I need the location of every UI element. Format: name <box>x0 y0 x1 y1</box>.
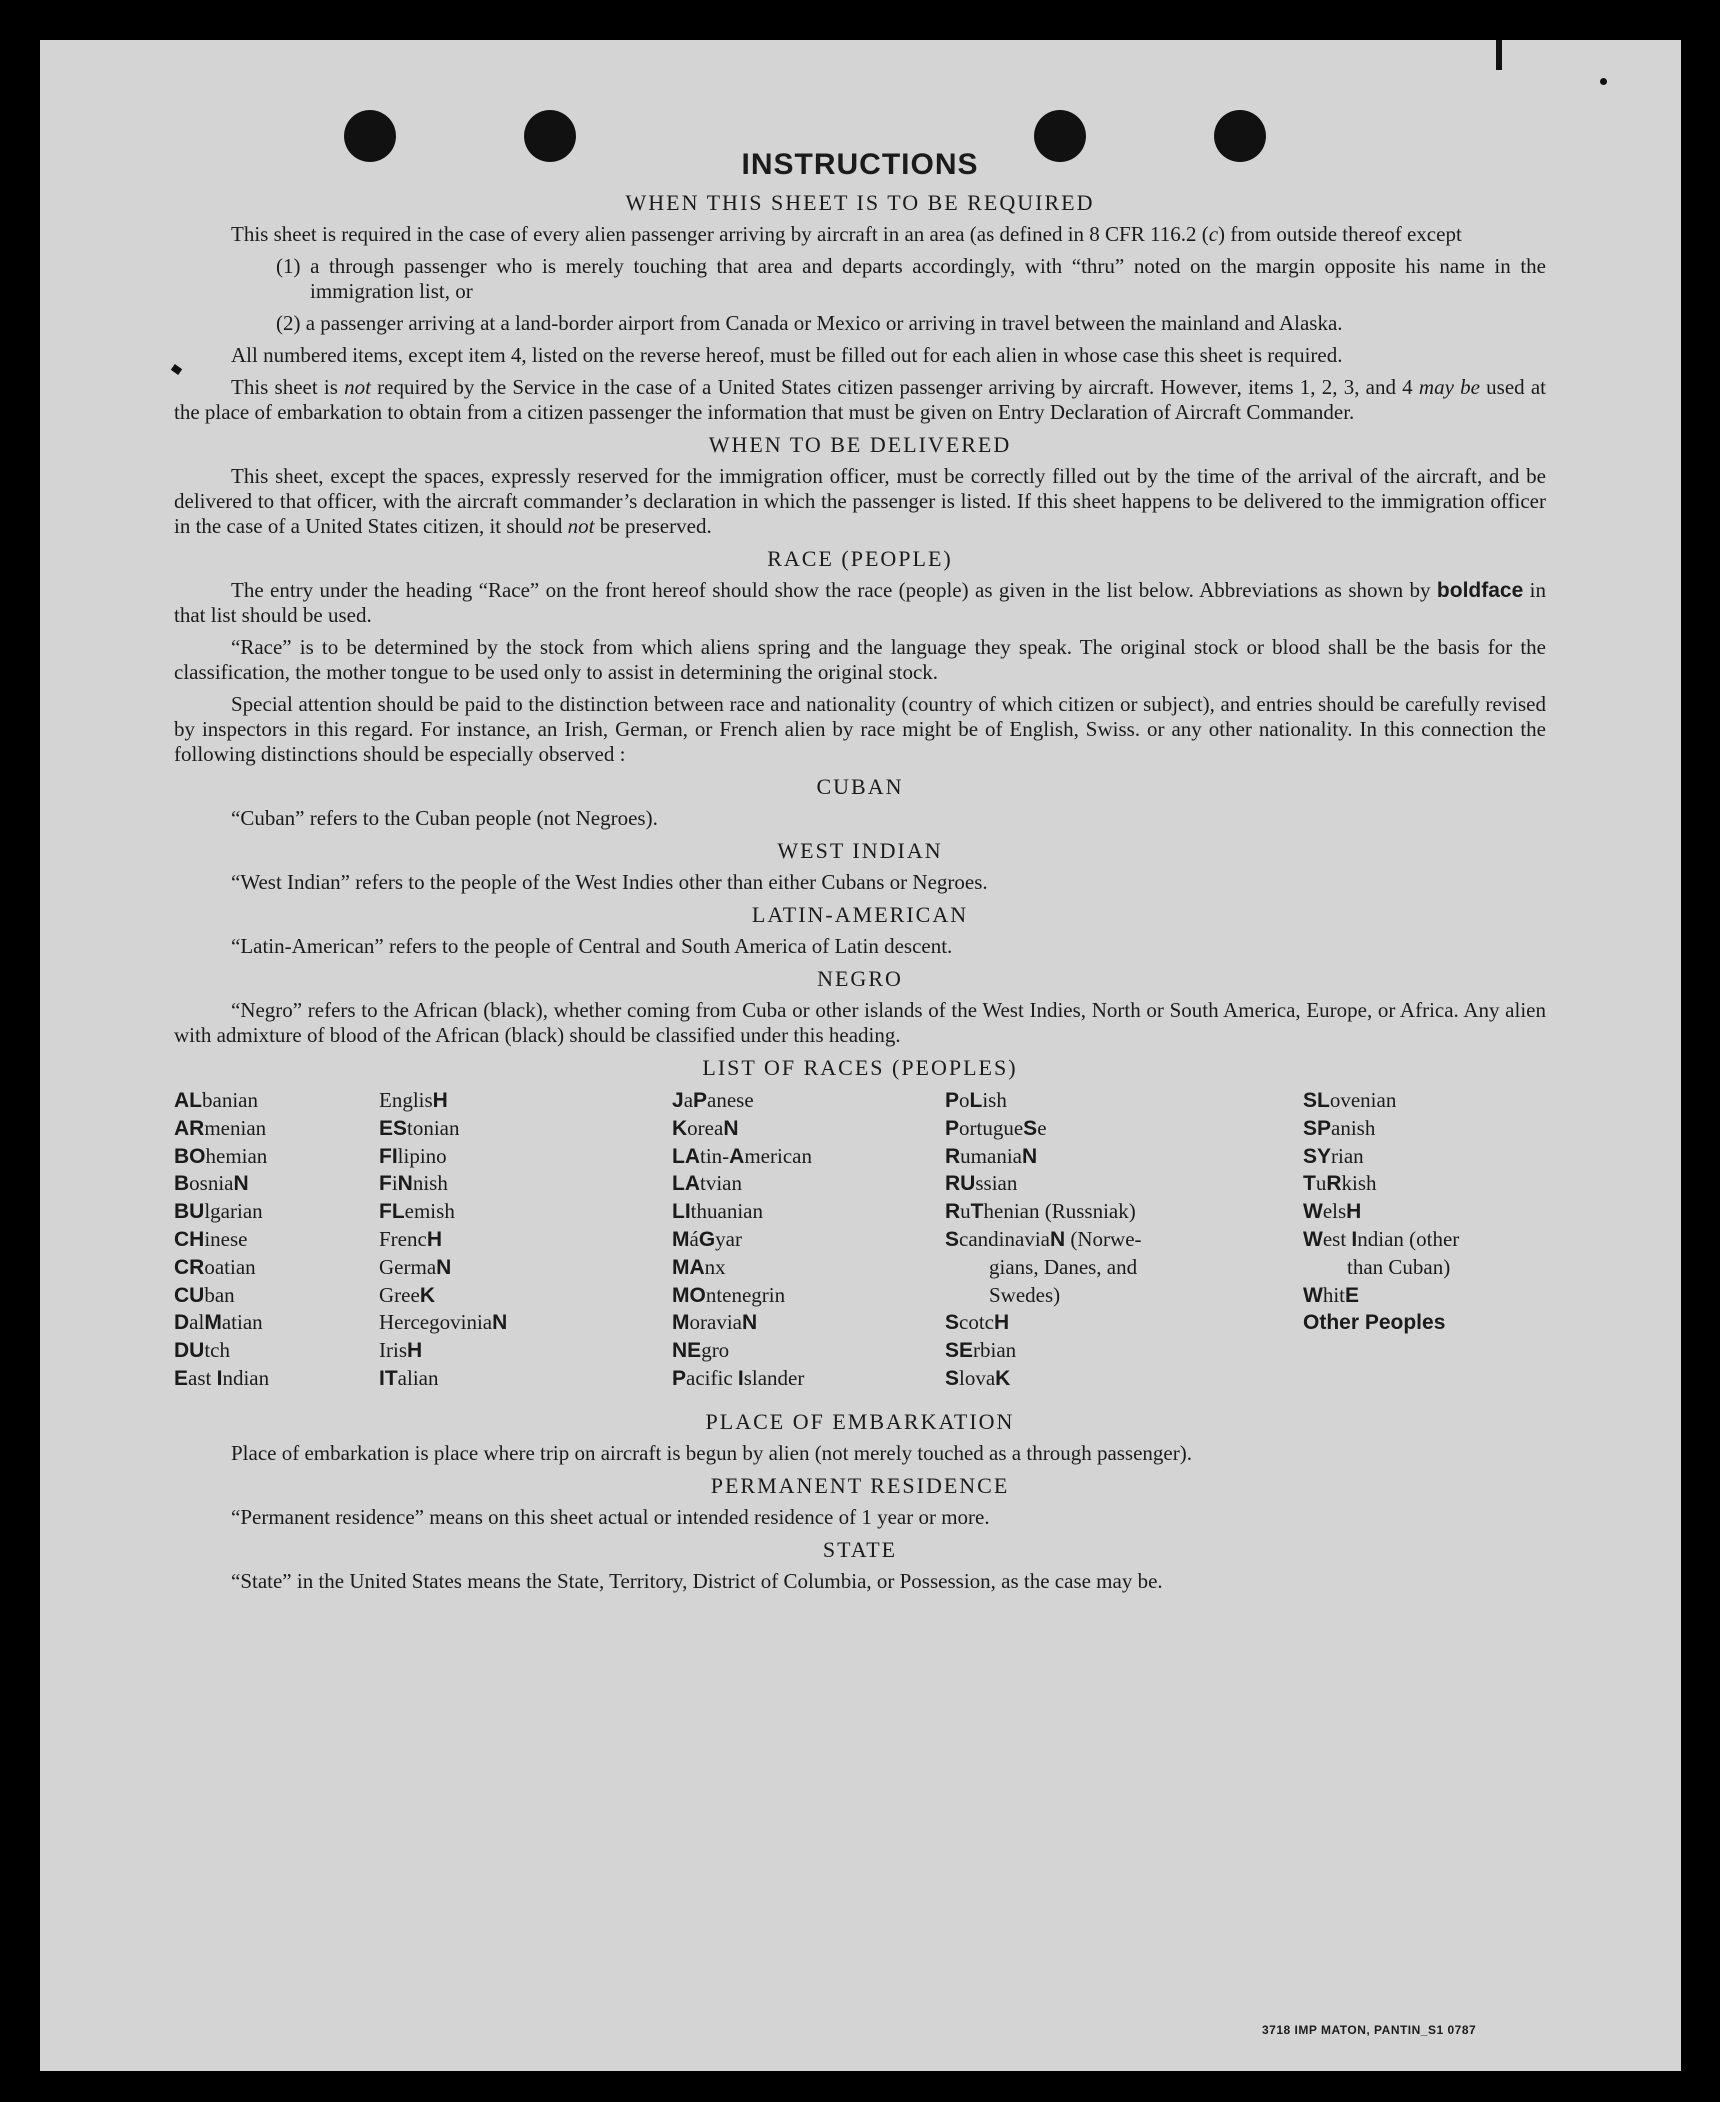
race-entry: NEgro <box>672 1338 730 1363</box>
races-heading: LIST OF RACES (PEOPLES) <box>702 1055 1018 1080</box>
section-heading: WHEN TO BE DELIVERED <box>708 432 1012 457</box>
ink-speck <box>1496 40 1502 70</box>
race-entry: MoraviaN <box>672 1310 758 1335</box>
section-paragraph: This sheet is not required by the Service in the case of a United States citizen passenger arriving by aircraft. However, items 1, 2, 3, and 4 may be used at the place of embarkation to obtain from a citizen passenger the information that must be given on Entry Declaration of Aircraft Commander. <box>174 375 1547 424</box>
race-entry: CHinese <box>174 1226 248 1251</box>
section-paragraph: All numbered items, except item 4, listed on the reverse hereof, must be filled out for each alien in whose case this sheet is required. <box>231 343 1343 367</box>
sections-before-races <box>174 190 1546 1048</box>
race-entry: HercegoviniaN <box>379 1310 508 1335</box>
race-entry: MAnx <box>672 1254 726 1279</box>
race-entry: SErbian <box>945 1338 1017 1363</box>
section-paragraph: (1) a through passenger who is merely touching that area and departs accordingly, with “thru” noted on the margin opposite his name in the immigration list, or <box>276 254 1546 303</box>
section-heading: CUBAN <box>816 774 904 799</box>
race-entry: RUssian <box>945 1171 1018 1196</box>
section-paragraph: “State” in the United States means the State, Territory, District of Columbia, or Possession, as the case may be. <box>231 1569 1163 1593</box>
race-entry: SYrian <box>1303 1143 1364 1168</box>
race-column-1 <box>174 1087 269 1393</box>
section-heading: PERMANENT RESIDENCE <box>710 1473 1010 1498</box>
race-entry: PortugueSe <box>945 1115 1047 1140</box>
race-entry: SLovenian <box>1303 1088 1397 1112</box>
race-entry: DalMatian <box>174 1310 263 1335</box>
section-paragraph: “Cuban” refers to the Cuban people (not Negroes). <box>231 806 658 830</box>
section-heading: RACE (PEOPLE) <box>767 546 953 571</box>
instructions-content <box>174 102 1546 1601</box>
race-entry: RuThenian (Russniak) <box>945 1199 1136 1224</box>
race-entry: GreeK <box>379 1282 435 1307</box>
section-paragraph: This sheet, except the spaces, expressly reserved for the immigration officer, must be correctly filled out by the time of the arrival of the aircraft, and be delivered to that officer, with the aircraft commander’s declaration in which the passenger is listed. If this sheet happens to be delivered to the immigration officer in the case of a United States citizen, it should not be preserved. <box>174 464 1546 538</box>
race-list <box>174 1087 1546 1403</box>
race-entry: LAtin-American <box>672 1143 812 1168</box>
race-entry: ITalian <box>379 1365 439 1390</box>
race-entry: EnglisH <box>379 1088 448 1112</box>
section-heading: WEST INDIAN <box>777 838 943 863</box>
race-entry: WelsH <box>1303 1199 1362 1224</box>
section-paragraph: “Latin-American” refers to the people of Central and South America of Latin descent. <box>231 934 953 958</box>
race-entry: IrisH <box>379 1338 423 1363</box>
race-entry: gians, Danes, and <box>989 1254 1138 1279</box>
section-paragraph: “Permanent residence” means on this sheet actual or intended residence of 1 year or more. <box>231 1505 990 1529</box>
section-heading: STATE <box>822 1537 898 1562</box>
race-entry: BUlgarian <box>174 1199 263 1224</box>
race-column-3 <box>672 1087 812 1393</box>
race-entry: DUtch <box>174 1338 230 1363</box>
race-entry: Pacific Islander <box>672 1365 805 1390</box>
race-entry: TuRkish <box>1303 1171 1377 1196</box>
section-paragraph: “Negro” refers to the African (black), whether coming from Cuba or other islands of the West Indies, North or South America, Europe, or Africa. Any alien with admixture of blood of the African (black) should be classified under this heading. <box>174 998 1546 1047</box>
race-entry: ScandinaviaN (Norwe- <box>945 1226 1142 1251</box>
race-entry: LAtvian <box>672 1171 742 1196</box>
race-entry: MOntenegrin <box>672 1282 786 1307</box>
ink-speck <box>1600 78 1607 85</box>
section-paragraph: Special attention should be paid to the distinction between race and nationality (country of which citizen or subject), and entries should be carefully revised by inspectors in this regard. For instance, an Irish, German, or French alien by race might be of English, Swiss. or any other nationality. In this connection the following distinctions should be especially observed : <box>174 692 1546 766</box>
race-entry: ALbanian <box>174 1088 258 1112</box>
race-entry: RumaniaN <box>945 1143 1038 1168</box>
race-entry: FIlipino <box>379 1143 447 1168</box>
race-entry: LIthuanian <box>672 1199 763 1224</box>
race-entry: JaPanese <box>672 1088 754 1112</box>
race-entry: FLemish <box>379 1199 455 1224</box>
race-entry: Swedes) <box>989 1282 1061 1307</box>
race-entry: GermaN <box>379 1254 452 1279</box>
section-paragraph: Place of embarkation is place where trip on aircraft is begun by alien (not merely touched as a through passenger). <box>231 1441 1192 1465</box>
race-entry: SlovaK <box>945 1365 1011 1390</box>
race-entry: BosniaN <box>174 1171 249 1196</box>
race-entry: CUban <box>174 1282 235 1307</box>
race-entry: ScotcH <box>945 1310 1010 1335</box>
race-entry: EStonian <box>379 1115 460 1140</box>
race-entry: CRoatian <box>174 1254 256 1279</box>
race-entry: Other Peoples <box>1303 1311 1446 1335</box>
race-entry: MáGyar <box>672 1226 742 1251</box>
section-heading: PLACE OF EMBARKATION <box>705 1409 1015 1434</box>
race-column-4 <box>945 1087 1142 1393</box>
race-entry: BOhemian <box>174 1143 268 1168</box>
race-entry: WhitE <box>1303 1282 1360 1307</box>
race-entry: KoreaN <box>672 1115 739 1140</box>
print-code: 3718 IMP MATON, PANTIN_S1 0787 <box>1262 2023 1477 2037</box>
section-paragraph: “Race” is to be determined by the stock from which aliens spring and the language they speak. The original stock or blood shall be the basis for the classification, the mother tongue to be used only to assist in determining the original stock. <box>174 635 1546 684</box>
page-title: INSTRUCTIONS <box>741 148 979 181</box>
race-entry: West Indian (other <box>1303 1226 1460 1251</box>
section-heading: WHEN THIS SHEET IS TO BE REQUIRED <box>625 190 1095 215</box>
race-entry: East Indian <box>174 1365 270 1390</box>
section-paragraph: (2) a passenger arriving at a land-border airport from Canada or Mexico or arriving in travel between the mainland and Alaska. <box>276 311 1343 335</box>
section-paragraph: The entry under the heading “Race” on the front hereof should show the race (people) as given in the list below. Abbreviations as shown by boldface in that list should be used. <box>174 578 1546 627</box>
race-entry: than Cuban) <box>1347 1254 1451 1279</box>
race-entry: ARmenian <box>174 1115 267 1140</box>
section-heading: NEGRO <box>817 966 903 991</box>
instruction-sheet <box>40 40 1681 2071</box>
race-column-2 <box>379 1087 507 1393</box>
race-entry: SPanish <box>1303 1115 1376 1140</box>
section-paragraph: This sheet is required in the case of every alien passenger arriving by aircraft in an area (as defined in 8 CFR 116.2 (c) from outside thereof except <box>231 222 1462 246</box>
race-entry: FrencH <box>379 1226 442 1251</box>
race-entry: FiNnish <box>379 1171 448 1196</box>
section-paragraph: “West Indian” refers to the people of the West Indies other than either Cubans or Negroes. <box>231 870 988 894</box>
race-column-5 <box>1303 1087 1459 1337</box>
sections-after-races <box>174 1409 1546 1594</box>
section-heading: LATIN-AMERICAN <box>751 902 969 927</box>
race-entry: PoLish <box>945 1088 1007 1112</box>
